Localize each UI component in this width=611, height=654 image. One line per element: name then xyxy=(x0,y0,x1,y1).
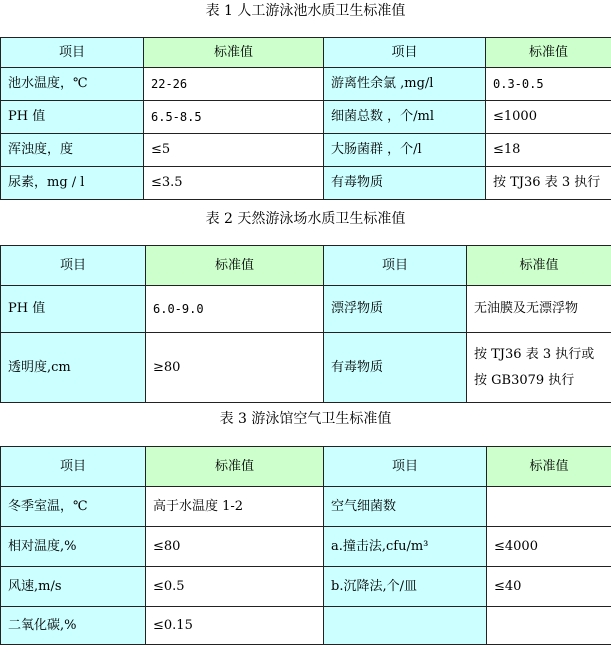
table-row xyxy=(1,101,611,134)
table-cell-line: 按 GB3079 执行 xyxy=(474,372,575,388)
table-cell xyxy=(487,487,611,527)
table2-caption: 表 2 天然游泳场水质卫生标准值 xyxy=(205,211,406,227)
table-cell: PH 值 xyxy=(1,101,144,134)
table1-caption: 表 1 人工游泳池水质卫生标准值 xyxy=(205,3,406,19)
table3-header-item: 项目 xyxy=(1,447,146,487)
table-cell: 6.0-9.0 xyxy=(146,286,324,333)
table-cell-line: 按 TJ36 表 3 执行或 xyxy=(474,346,595,362)
table-cell: 风速,m/s xyxy=(1,567,146,607)
table-cell: b.沉降法,个/皿 xyxy=(324,567,487,607)
table-cell: ≤80 xyxy=(146,527,324,567)
table-row xyxy=(1,134,611,167)
table2-header-row xyxy=(1,246,611,286)
table2 xyxy=(0,245,611,403)
table-cell: 有毒物质 xyxy=(324,333,467,403)
table-cell: ≤4000 xyxy=(487,527,611,567)
table-cell: ≤5 xyxy=(144,134,324,167)
table2-header-standard-2: 标准值 xyxy=(467,246,611,286)
table2-header-standard: 标准值 xyxy=(146,246,324,286)
table1 xyxy=(0,37,611,200)
table-cell: 有毒物质 xyxy=(324,167,486,200)
table1-header-row xyxy=(1,38,611,68)
table-row xyxy=(1,487,611,527)
table-cell xyxy=(487,607,611,645)
table-cell: 二氧化碳,% xyxy=(1,607,146,645)
table-row xyxy=(1,333,611,403)
table-cell: ≤18 xyxy=(486,134,611,167)
table3-header-standard: 标准值 xyxy=(146,447,324,487)
table-cell xyxy=(467,333,611,403)
table-cell: 高于水温度 1-2 xyxy=(146,487,324,527)
table3-header-standard-2: 标准值 xyxy=(487,447,611,487)
table-cell: 无油膜及无漂浮物 xyxy=(467,286,611,333)
table-cell: 22-26 xyxy=(144,68,324,101)
table-cell: 0.3-0.5 xyxy=(486,68,611,101)
table-cell: 6.5-8.5 xyxy=(144,101,324,134)
table-cell: 相对温度,% xyxy=(1,527,146,567)
table-cell: ≤40 xyxy=(487,567,611,607)
table-cell: 空气细菌数 xyxy=(324,487,487,527)
table-cell: 浑浊度，度 xyxy=(1,134,144,167)
table-row xyxy=(1,567,611,607)
table-row xyxy=(1,167,611,200)
table-cell: ≥80 xyxy=(146,333,324,403)
table3-header-item-2: 项目 xyxy=(324,447,487,487)
table-cell: 池水温度，℃ xyxy=(1,68,144,101)
table-row xyxy=(1,286,611,333)
table-cell: 游离性余氯 ,mg/l xyxy=(324,68,486,101)
table2-header-item-2: 项目 xyxy=(324,246,467,286)
table1-header-standard: 标准值 xyxy=(144,38,324,68)
table-cell: ≤0.15 xyxy=(146,607,324,645)
table-row xyxy=(1,607,611,645)
table-cell xyxy=(324,607,487,645)
table-cell: 按 TJ36 表 3 执行 xyxy=(486,167,611,200)
table-cell: 漂浮物质 xyxy=(324,286,467,333)
table-cell: ≤0.5 xyxy=(146,567,324,607)
table3-header-row xyxy=(1,447,611,487)
table-cell: PH 值 xyxy=(1,286,146,333)
table1-header-standard-2: 标准值 xyxy=(486,38,611,68)
table-cell: a.撞击法,cfu/m³ xyxy=(324,527,487,567)
table-cell: ≤3.5 xyxy=(144,167,324,200)
table-cell: 大肠菌群 ，个/l xyxy=(324,134,486,167)
table-cell: ≤1000 xyxy=(486,101,611,134)
table3 xyxy=(0,446,611,645)
table-cell: 冬季室温，℃ xyxy=(1,487,146,527)
table3-caption: 表 3 游泳馆空气卫生标准值 xyxy=(219,411,392,427)
table-row xyxy=(1,527,611,567)
table1-header-item-2: 项目 xyxy=(324,38,486,68)
table1-header-item: 项目 xyxy=(1,38,144,68)
table-cell: 细菌总数 ，个/ml xyxy=(324,101,486,134)
table-cell: 透明度,cm xyxy=(1,333,146,403)
table-cell: 尿素，mg / l xyxy=(1,167,144,200)
table-row xyxy=(1,68,611,101)
table2-header-item: 项目 xyxy=(1,246,146,286)
